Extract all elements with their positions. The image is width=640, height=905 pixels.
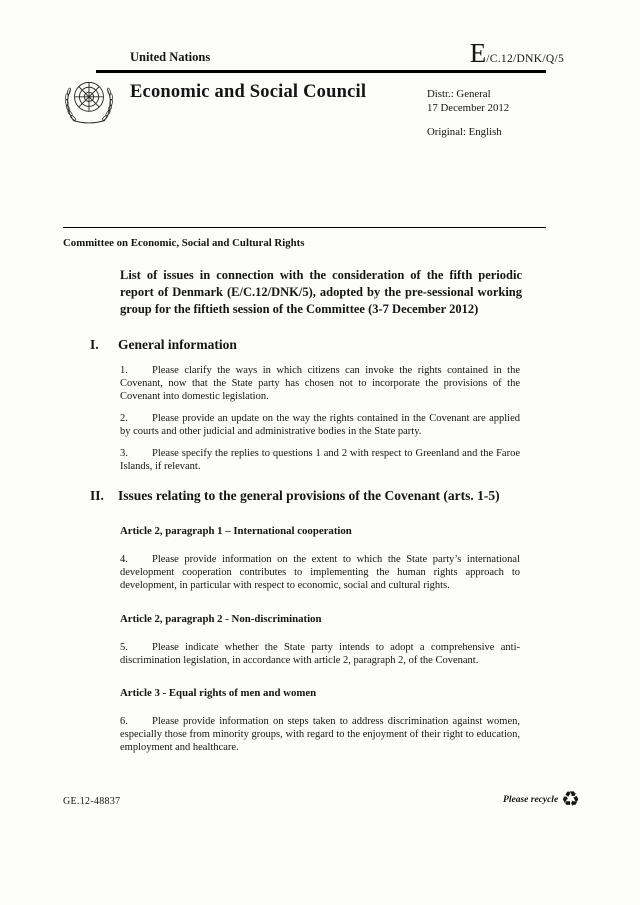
subheading-article3: Article 3 - Equal rights of men and women (120, 686, 317, 699)
paragraph-text: Please indicate whether the State party intends to adopt a comprehensive anti-discrimination legislation, in accordance with article 2, paragraph 2, of the Covenant. (120, 641, 520, 666)
paragraph-number: 3. (120, 448, 128, 460)
paragraph-5 (120, 641, 520, 667)
paragraph-text: Please specify the replies to questions 1 and 2 with respect to Greenland and the Faroe Islands, if relevant. (120, 448, 520, 473)
document-title: List of issues in connection with the consideration of the fifth periodic report of Denmark (E/C.12/DNK/5), adopted by the pre-sessional working group for the fiftieth session of the Committee (3-7 December 2012) (120, 268, 522, 317)
section-numeral: I. (90, 336, 99, 352)
paragraph-6 (120, 715, 520, 754)
un-emblem-icon (61, 75, 117, 128)
recycle-label: Please recycle (503, 794, 559, 805)
paragraph-3 (120, 447, 520, 473)
paragraph-number: 6. (120, 715, 128, 727)
paragraph-number: 1. (120, 364, 128, 376)
paragraph-1 (120, 364, 520, 403)
recycle-icon: ♻ (561, 787, 580, 811)
original-language-line: Original: English (427, 126, 502, 138)
symbol-letter: E (469, 38, 487, 68)
paragraph-number: 2. (120, 412, 128, 424)
paragraph-text: Please provide an update on the way the rights contained in the Covenant are applied by courts and other judicial and administrative bodies in the State party. (120, 412, 520, 437)
subheading-article2-para1: Article 2, paragraph 1 – International cooperation (120, 525, 352, 538)
committee-name: Committee on Economic, Social and Cultural Rights (63, 237, 305, 249)
header-rule (96, 70, 546, 73)
section-heading-text: General information (118, 336, 237, 352)
paragraph-text: Please provide information on steps taken to address discrimination against women, especially those from minority groups, with regard to the enjoyment of their right to education, employment and healthcare. (120, 715, 520, 753)
section-heading-covenant-provisions (90, 487, 522, 505)
paragraph-4 (120, 553, 520, 592)
subheading-article2-para2: Article 2, paragraph 2 - Non-discrimination (120, 612, 322, 625)
section-heading-text: Issues relating to the general provisions of the Covenant (arts. 1-5) (118, 488, 500, 504)
document-code: GE.12-48837 (63, 796, 121, 807)
org-name: United Nations (130, 50, 211, 64)
distribution-block (427, 88, 509, 140)
paragraph-text: Please provide information on the extent to which the State party’s international development cooperation contributes to implementing the human rights approach to development, in particular with respect to economic, social and cultural rights. (120, 554, 520, 592)
paragraph-number: 4. (120, 554, 128, 566)
header-divider (63, 227, 546, 228)
section-heading-general-information (90, 336, 522, 354)
document-body (63, 237, 522, 754)
date-line: 17 December 2012 (427, 101, 510, 114)
document-symbol (470, 40, 564, 67)
section-numeral: II. (90, 488, 104, 504)
paragraph-2 (120, 412, 520, 438)
distr-line: Distr.: General (427, 88, 491, 100)
paragraph-number: 5. (120, 641, 128, 653)
symbol-rest: /C.12/DNK/Q/5 (486, 53, 564, 65)
recycle-notice (503, 789, 580, 810)
council-title: Economic and Social Council (130, 82, 367, 102)
paragraph-text: Please clarify the ways in which citizens can invoke the rights contained in the Covenant, now that the State party has chosen not to incorporate the provisions of the Covenant into domestic legislation. (120, 364, 520, 402)
